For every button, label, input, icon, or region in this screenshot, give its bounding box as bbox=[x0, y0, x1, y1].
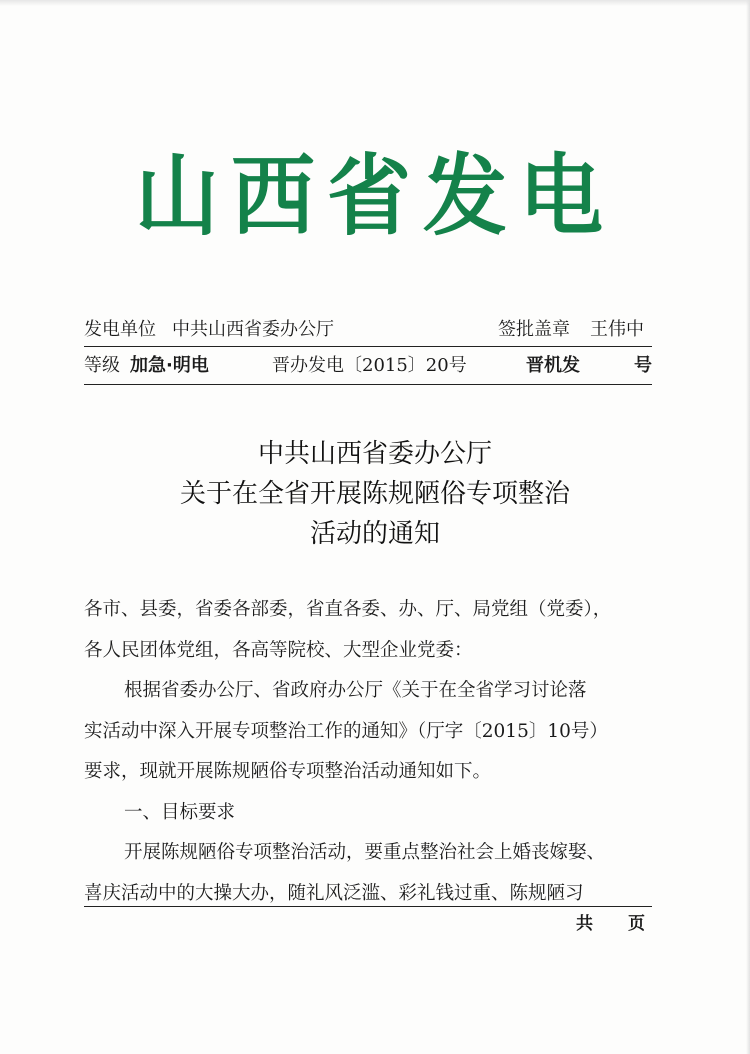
document-title bbox=[0, 434, 750, 554]
approver-label: 签批盖章 bbox=[498, 319, 570, 340]
body-line-4: 开展陈规陋俗专项整治活动，要重点整治社会上婚丧嫁娶、 bbox=[124, 842, 606, 863]
machine-label: 晋机发 bbox=[526, 355, 580, 376]
scan-edge-top bbox=[0, 0, 750, 6]
body-line-1: 根据省委办公厅、省政府办公厅《关于在全省学习讨论落 bbox=[124, 680, 587, 701]
title-line-2: 关于在全省开展陈规陋俗专项整治 bbox=[179, 479, 570, 509]
footer-page-label: 页 bbox=[628, 914, 645, 934]
footer-total-label: 共 bbox=[576, 914, 593, 934]
sender-value: 中共山西省委办公厅 bbox=[172, 319, 334, 340]
section-heading-1: 一、目标要求 bbox=[124, 801, 236, 823]
sender-label: 发电单位 bbox=[84, 319, 156, 340]
footer-rule bbox=[84, 906, 652, 907]
title-line-3: 活动的通知 bbox=[309, 519, 440, 549]
body-line-2: 实活动中深入开展专项整治工作的通知》（厅字〔2015〕10号） bbox=[84, 720, 608, 742]
title-line-1: 中共山西省委办公厅 bbox=[257, 439, 492, 469]
body-line-5: 喜庆活动中的大操大办，随礼风泛滥、彩礼钱过重、陈规陋习 bbox=[84, 882, 584, 904]
header-row-sender bbox=[84, 318, 652, 342]
recipient-line-2: 各人民团体党组，各高等院校、大型企业党委： bbox=[84, 639, 473, 661]
header-rule-1 bbox=[84, 346, 652, 347]
recipient-line-1: 各市、县委，省委各部委，省直各委、办、厅、局党组（党委）， bbox=[84, 599, 612, 620]
body-line-3: 要求，现就开展陈规陋俗专项整治活动通知如下。 bbox=[84, 761, 492, 782]
machine-suffix: 号 bbox=[634, 355, 652, 376]
header-row-grade bbox=[84, 354, 652, 378]
header-rule-2 bbox=[84, 384, 652, 385]
document-body bbox=[84, 590, 664, 914]
grade-label: 等级 bbox=[84, 355, 120, 376]
approver-value: 王伟中 bbox=[590, 319, 644, 340]
masthead-title: 山西省发电 bbox=[134, 144, 615, 248]
grade-value: 加急·明电 bbox=[130, 355, 209, 376]
doc-number: 晋办发电〔2015〕20号 bbox=[272, 355, 467, 376]
